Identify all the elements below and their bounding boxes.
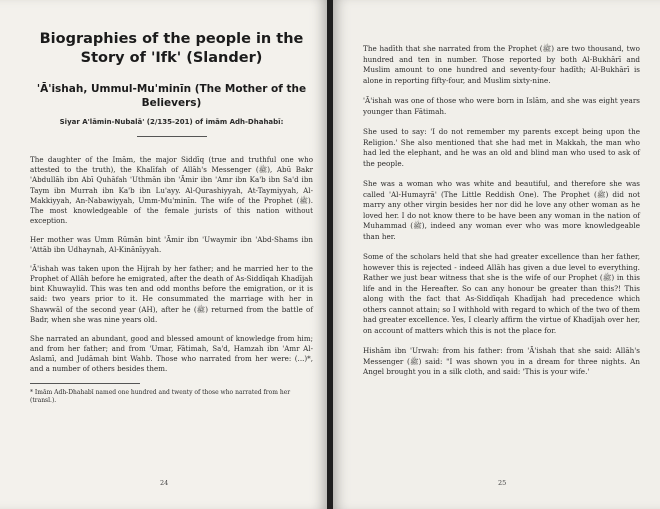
page-title: Biographies of the people in the Story of 'Ifk' (Slander) bbox=[39, 31, 304, 66]
page-number: 24 bbox=[160, 479, 169, 487]
paragraph: She narrated an abundant, good and blessed amount of knowledge from him; and from her father; and from 'Umar, Fātimah, Sa'd, Hamzah ibn 'Amr Al-Aslamī, and Judāmah bint Wahb. Those who narrated from her were: (...)*, and a number of others besides them. bbox=[30, 333, 313, 374]
footnote: * Imām Adh-Dhahabī named one hundred and twenty of those who narrated from her (transl.). bbox=[30, 388, 291, 404]
paragraph: 'Ā'ishah was one of those who were born in Islām, and she was eight years younger than Fātimah. bbox=[363, 96, 640, 116]
left-page bbox=[0, 0, 327, 509]
divider bbox=[137, 136, 207, 137]
paragraph: 'Ā'ishah was taken upon the Hijrah by her father; and he married her to the Prophet of Allāh before he emigrated, after the death of As-Siddīqah Khadījah bint Khuwaylid. This was ten and odd months before the emigration, or it is said: two years prior to it. He consummated the marriage with her in Shawwāl of the second year (AH), after he (ﷺ) returned from the battle of Badr, when she was nine years old. bbox=[30, 263, 313, 324]
paragraph: The hadīth that she narrated from the Prophet (ﷺ) are two thousand, two hundred and ten in number. Those reported by both Al-Bukhārī and Muslim amount to one hundred and seventy-four hadīth; Al-Bukhārī is alone in reporting fifty-four, and Muslim sixty-nine. bbox=[363, 44, 640, 85]
paragraph: She used to say: 'I do not remember my parents except being upon the Religion.' She also mentioned that she had met in Makkah, the man who had led the elephant, and he was an old and blind man who used to ask of the people. bbox=[363, 127, 640, 168]
right-page bbox=[333, 0, 660, 509]
paragraph: She was a woman who was white and beautiful, and therefore she was called 'Al-Humayrā' (The Little Reddish One). The Prophet (ﷺ) did not marry any other virgin besides her nor did he love any other woman as he loved her. I do not know there to be have been any woman in the nation of Muhammad (ﷺ), indeed any woman ever who was more knowledgeable than her. bbox=[363, 179, 640, 241]
footnote-divider bbox=[30, 383, 140, 384]
paragraph: Some of the scholars held that she had greater excellence than her father, however this is rejected - indeed Allāh has given a due level to everything. Rather we just bear witness that she is the wife of our Prophet (ﷺ) in this life and in the Hereafter. So can any honour be greater than this?! This along with the fact that As-Siddīqah Khadījah had precedence which others cannot attain; so I withhold with regard to which of the two of them had greater excellence. Yes, I clearly affirm the virtue of Khadījah over her, on account of matters which this is not the place for. bbox=[363, 252, 640, 335]
paragraph: Her mother was Umm Rūmān bint 'Āmir ibn 'Uwaymir ibn 'Abd-Shams ibn 'Attāb ibn Udhaynah, Al-Kinānīyyah. bbox=[30, 234, 313, 255]
paragraph: Hishām ibn 'Urwah: from his father: from 'Ā'ishah that she said: Allāh's Messenger (ﷺ) said: "I was shown you in a dream for three nights. An Angel brought you in a silk cloth, and said: 'This is your wife.' bbox=[363, 346, 640, 376]
page-number: 25 bbox=[498, 479, 507, 487]
source-citation: Siyar A'lāmin-Nubalā' (2/135-201) of imām Adh-Dhahabī: bbox=[59, 118, 284, 126]
paragraph: The daughter of the Imām, the major Siddīq (true and truthful one who attested to the truth), the Khalīfah of Allāh's Messenger (ﷺ), Abū Bakr 'Abdullāh ibn Abī Quhāfah 'Uthmān ibn 'Āmir ibn 'Amr ibn Ka'b ibn Sa'd ibn Taym ibn Murrah ibn Ka'b ibn Lu'ayy. Al-Qurashiyyah, At-Taymiyyah, Al-Makkiyyah, An-Nabawiyyah, Umm-Mu'minīn. The wife of the Prophet (ﷺ). The most knowledgeable of the female jurists of this nation without exception. bbox=[30, 155, 313, 226]
section-subtitle: 'Ā'ishah, Ummul-Mu'minīn (The Mother of the Believers) bbox=[36, 83, 307, 109]
